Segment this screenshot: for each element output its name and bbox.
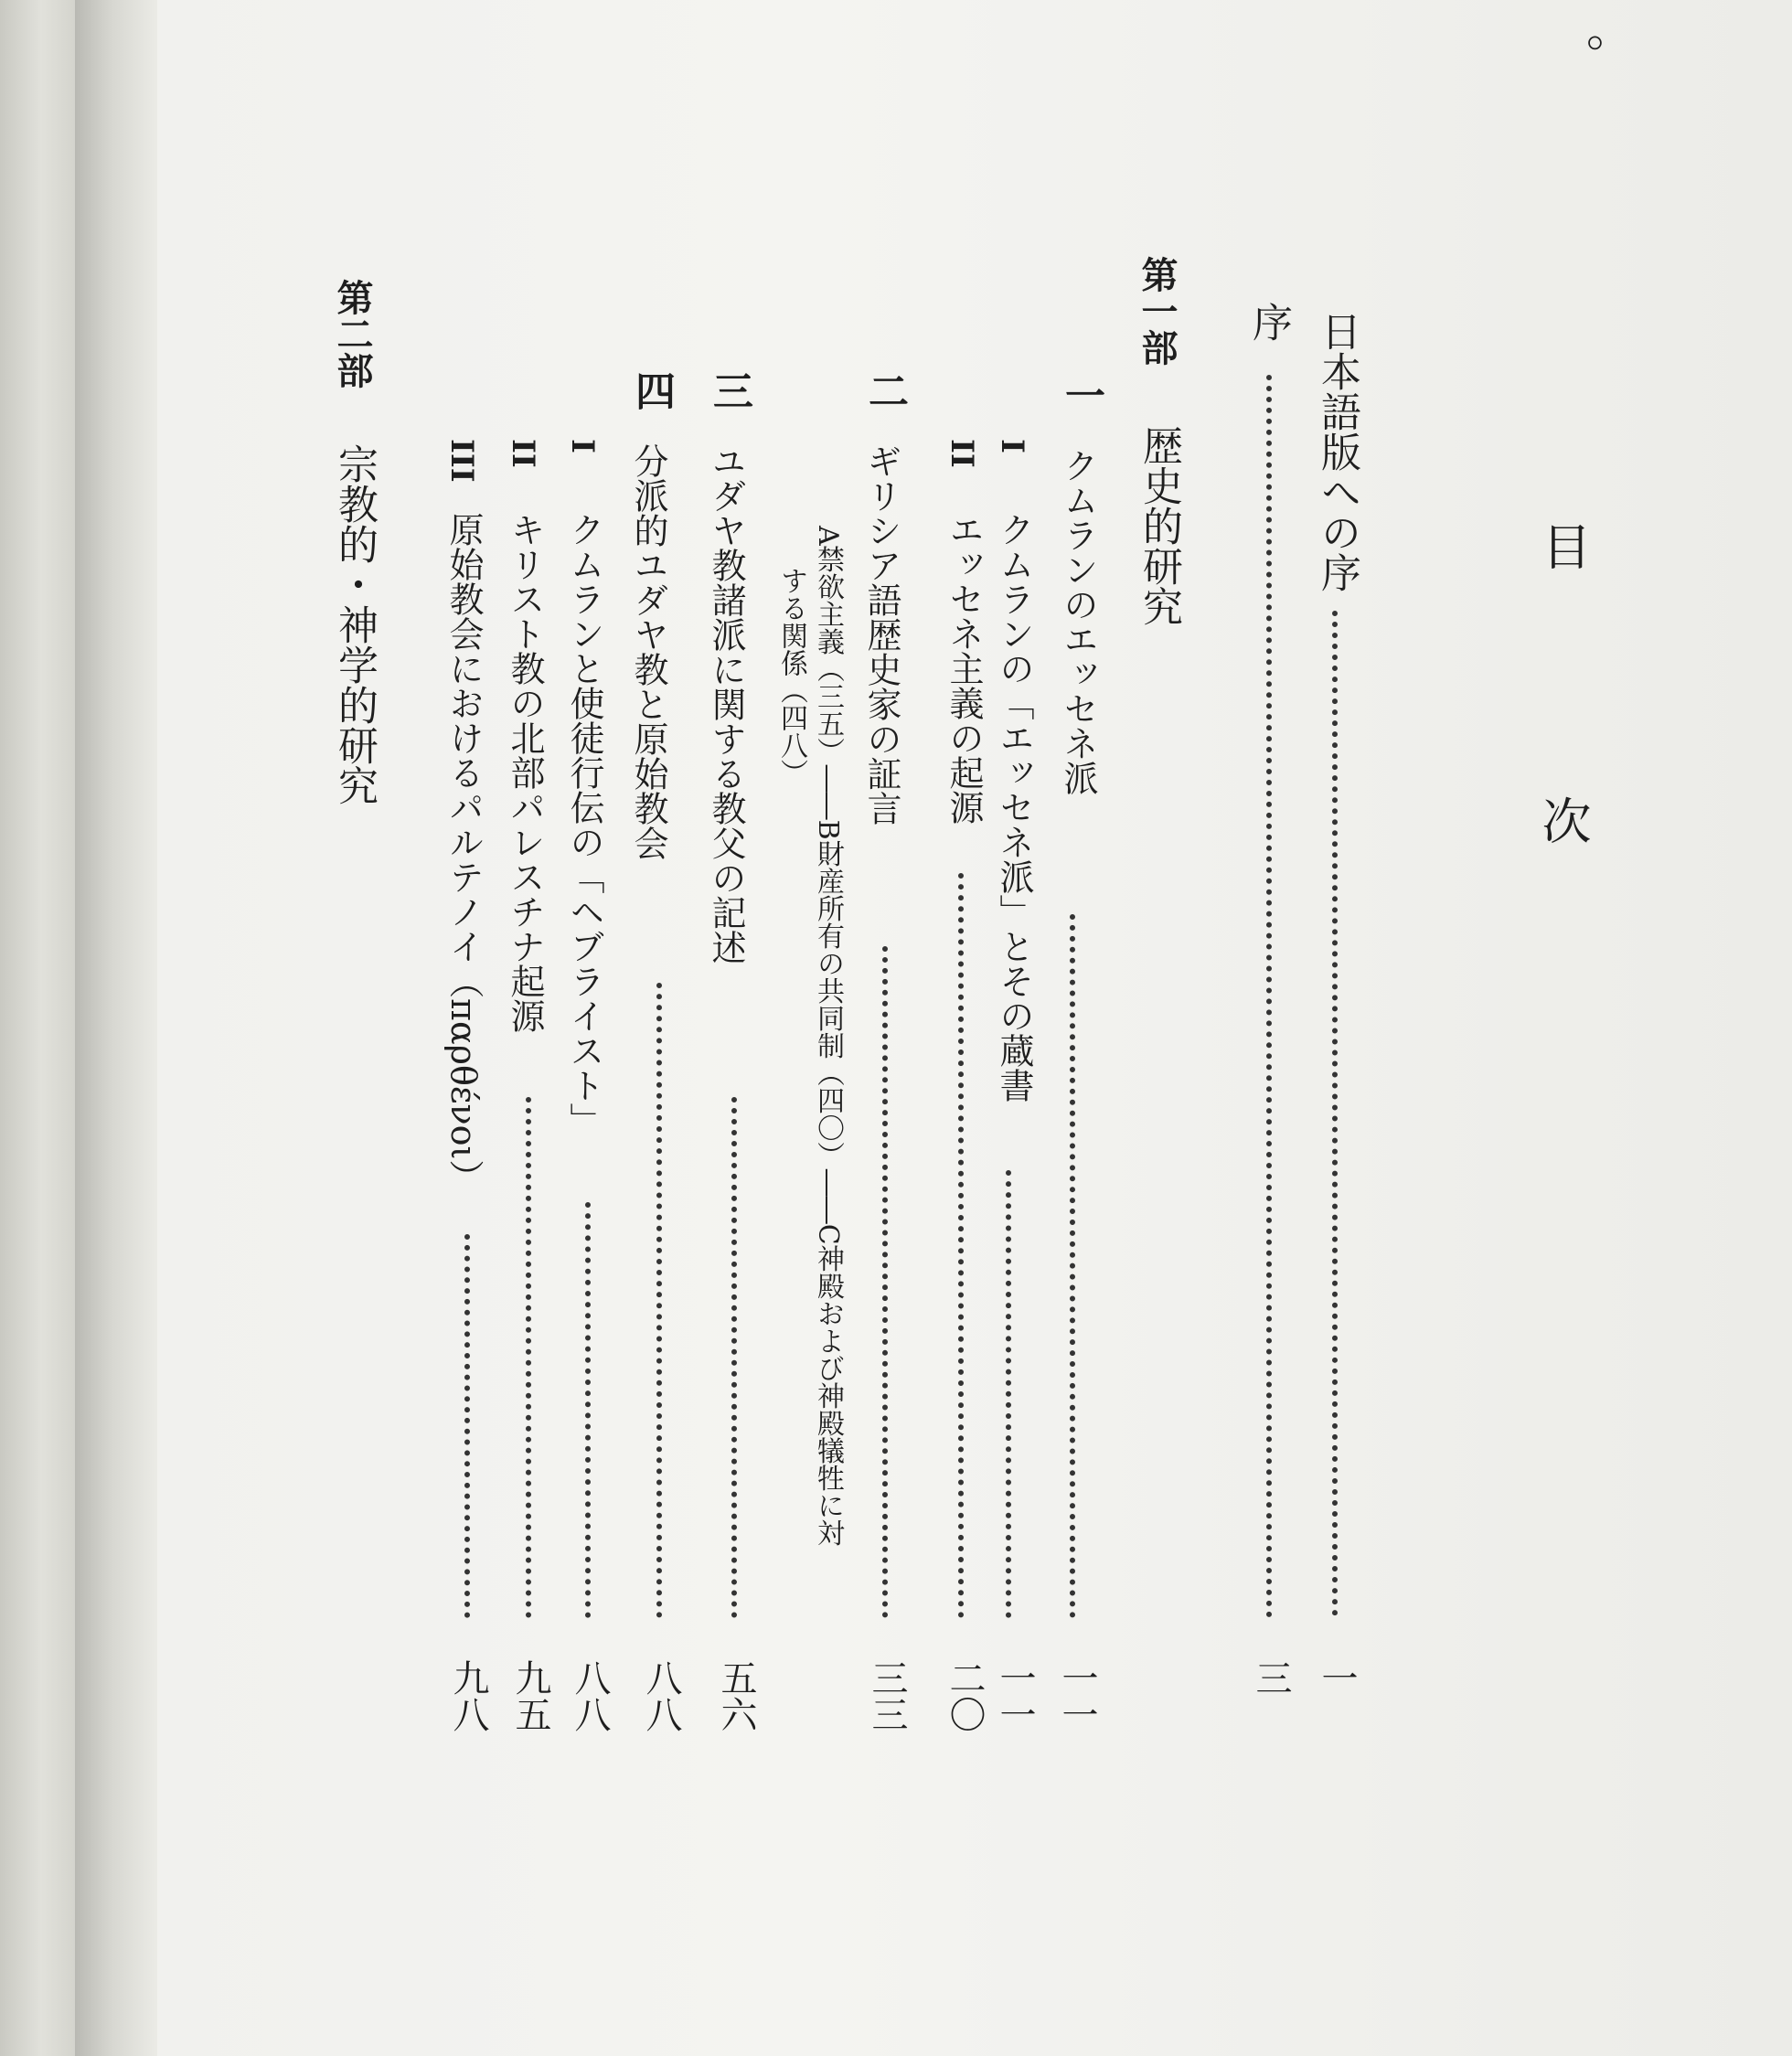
toc-preface-label: 序 bbox=[1245, 302, 1292, 342]
toc-leader bbox=[656, 983, 662, 1618]
section-4-1-page: 八八 bbox=[569, 1659, 611, 1732]
section-4-2-number: II bbox=[505, 439, 541, 468]
chapter-1-label: クムランのエッセネ派 bbox=[1058, 448, 1098, 795]
toc-leader bbox=[464, 1234, 470, 1618]
toc-leader bbox=[526, 1097, 531, 1618]
section-4-3-page: 九八 bbox=[447, 1659, 489, 1732]
toc-leader bbox=[1070, 914, 1075, 1618]
chapter-2-subtopics-line-2: する関係（四八） bbox=[775, 567, 807, 786]
chapter-2-label: ギリシア語歴史家の証言 bbox=[861, 443, 901, 826]
chapter-4-page: 八八 bbox=[640, 1659, 682, 1732]
chapter-2-page: 三三 bbox=[866, 1659, 908, 1732]
chapter-1-page: 一一 bbox=[1056, 1659, 1098, 1732]
chapter-2-subtopics-line-1: A禁欲主義（三五）――B財産所有の共同制（四〇）――C神殿および神殿犠牲に対 bbox=[812, 526, 844, 1547]
chapter-4-number: 四 bbox=[628, 370, 675, 410]
chapter-4-label: 分派的ユダヤ教と原始教会 bbox=[628, 443, 668, 860]
section-1-1-number: I bbox=[994, 439, 1030, 453]
title-char-1: 目 bbox=[1534, 521, 1592, 570]
part-2-title: 宗教的・神学的研究 bbox=[331, 443, 378, 805]
toc-leader bbox=[1332, 611, 1338, 1616]
toc-leader bbox=[731, 1097, 737, 1618]
section-4-3-number: III bbox=[443, 439, 480, 483]
toc-leader bbox=[1266, 375, 1272, 1618]
section-4-2-label: キリスト教の北部パレスチナ起源 bbox=[505, 512, 545, 1033]
toc-leader bbox=[958, 873, 964, 1618]
toc-preface-jp-page: 一 bbox=[1316, 1659, 1358, 1696]
part-1-title: 歴史的研究 bbox=[1136, 425, 1182, 626]
toc-leader bbox=[882, 946, 888, 1618]
section-4-3-label: 原始教会におけるパルテノイ（παρθένοι） bbox=[443, 512, 484, 1195]
chapter-1-number: 一 bbox=[1058, 375, 1104, 415]
section-1-1-label: クムランの「エッセネ派」とその蔵書 bbox=[994, 512, 1034, 1103]
toc-leader bbox=[585, 1202, 591, 1618]
toc-leader bbox=[1006, 1170, 1011, 1618]
section-1-2-label: エッセネ主義の起源 bbox=[944, 512, 984, 825]
title-char-2: 次 bbox=[1534, 795, 1592, 845]
section-1-2-page: 二〇 bbox=[944, 1659, 986, 1732]
chapter-3-label: ユダヤ教諸派に関する教父の記述 bbox=[706, 443, 746, 964]
section-4-1-number: I bbox=[564, 439, 601, 453]
section-1-1-page: 一一 bbox=[994, 1659, 1036, 1732]
part-2-label: 第二部 bbox=[331, 279, 374, 389]
section-4-1-label: クムランと使徒行伝の「ヘブライスト」 bbox=[564, 512, 604, 1137]
toc-preface-page: 三 bbox=[1250, 1659, 1292, 1696]
page bbox=[157, 0, 1792, 2056]
section-1-2-number: II bbox=[944, 439, 980, 468]
chapter-2-number: 二 bbox=[861, 370, 908, 410]
chapter-3-page: 五六 bbox=[715, 1659, 757, 1732]
page-gutter-shadow bbox=[75, 0, 157, 2056]
part-1-label: 第一部 bbox=[1136, 256, 1179, 366]
section-4-2-page: 九五 bbox=[509, 1659, 551, 1732]
chapter-3-number: 三 bbox=[706, 370, 752, 410]
corner-mark: 。 bbox=[1586, 3, 1635, 58]
book-spine bbox=[0, 0, 75, 2056]
toc-preface-jp-label: 日本語版への序 bbox=[1314, 311, 1360, 592]
